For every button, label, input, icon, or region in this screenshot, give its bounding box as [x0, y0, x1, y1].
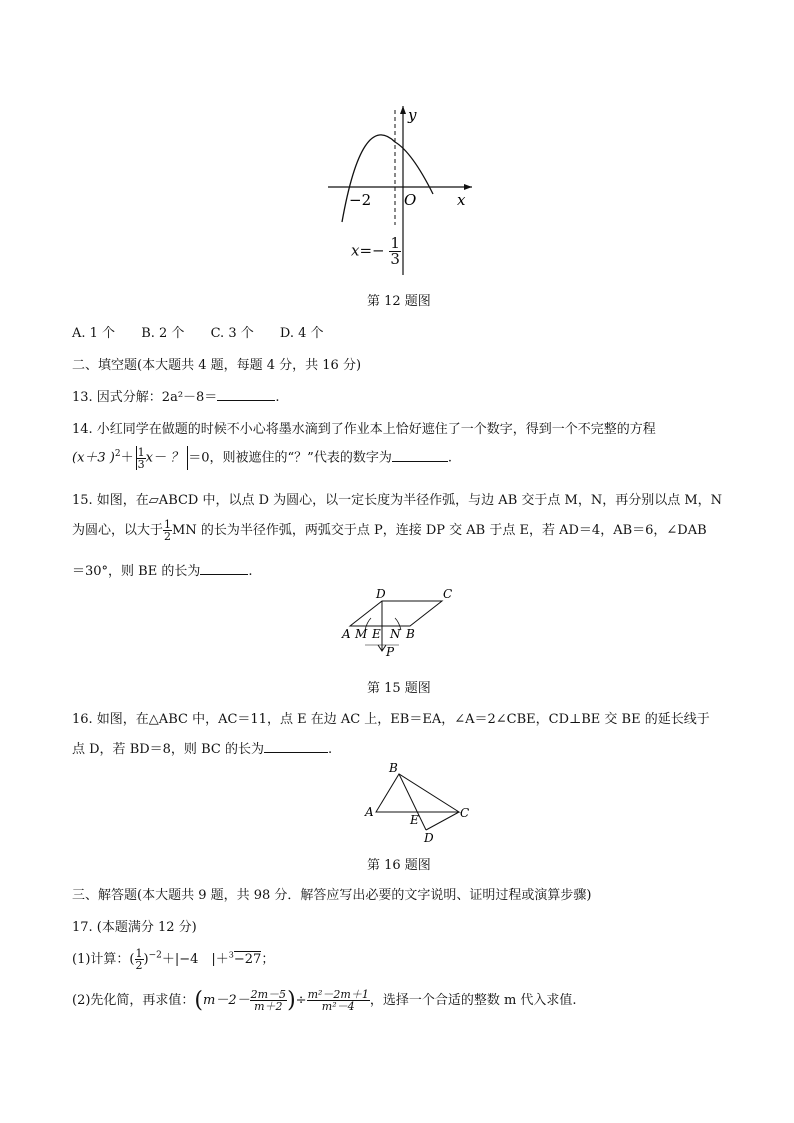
q12-options — [72, 322, 324, 341]
svg-text:C: C — [443, 588, 453, 601]
svg-text:C: C — [460, 806, 470, 820]
svg-text:N: N — [390, 627, 401, 641]
svg-text:D: D — [424, 831, 434, 845]
question-14-line1: 14. 小红同学在做题的时候不小心将墨水滴到了作业本上恰好遮住了一个数字，得到一个不完整的方程 — [72, 422, 656, 437]
x-axis-label: x — [457, 191, 466, 209]
y-axis-label: y — [408, 106, 417, 124]
section-2-heading: 二、填空题(本大题共 4 题，每题 4 分，共 16 分) — [72, 358, 362, 373]
origin-label: O — [404, 191, 417, 209]
question-15-line2: 为圆心，以大于 $\frac{1}{2}$ MN 的长为半径作弧，两弧交于点 P，连接 DP 交 AB 于点 E，若 AD＝4，AB＝6，∠DAB — [72, 518, 707, 543]
svg-text:E: E — [372, 627, 381, 641]
figure-16-triangle — [360, 760, 475, 848]
svg-text:B: B — [406, 627, 415, 641]
figure-15-parallelogram — [335, 588, 460, 663]
svg-text:D: D — [376, 588, 386, 601]
question-17-part1: (1)计算：( $\frac{1}{2}$ )$^{-2}$＋|−4 |＋$^3$−27； — [72, 947, 275, 972]
question-17-head: 17. (本题满分 12 分) — [72, 920, 197, 935]
neg2-label: −2 — [349, 191, 372, 209]
question-14-line2: (x＋3 )$^2$＋ $\frac{1}{3}$ x－ ？ ＝0，则被遮住的“？”代表的数字为 . — [72, 445, 452, 471]
svg-text:A: A — [365, 805, 374, 819]
figure-16-caption: 第 16 题图 — [367, 858, 431, 873]
question-15-line1: 15. 如图，在▱ABCD 中，以点 D 为圆心，以一定长度为半径作弧，与边 AB 交于点 M，N，再分别以点 M，N — [72, 493, 723, 508]
figure-12-caption: 第 12 题图 — [367, 294, 431, 309]
question-17-part2: (2)先化简，再求值：(m－2－ $\frac{2m-5}{m+2}$ )÷ $\frac{\text{m²－2m＋1}}{\text{m²－4}}$ ，选择一个合适的整数 m 代入求值. — [72, 988, 577, 1013]
svg-text:P: P — [386, 645, 395, 659]
figure-15-caption: 第 15 题图 — [367, 681, 431, 696]
question-13: 13. 因式分解：2a²－8＝ . — [72, 390, 280, 405]
axis-equation: x=− $\frac{1}{3}$ — [351, 234, 400, 268]
question-16-line2: 点 D，若 BD＝8，则 BC 的长为 . — [72, 742, 333, 757]
svg-text:A: A — [342, 627, 351, 641]
svg-text:E: E — [410, 813, 419, 827]
svg-text:M: M — [355, 627, 368, 641]
option-d: D. 4 个 — [279, 326, 324, 341]
svg-text:B: B — [389, 761, 398, 775]
question-15-line3: ＝30°，则 BE 的长为 . — [72, 564, 253, 579]
option-b: B. 2 个 — [141, 326, 185, 341]
option-c: C. 3 个 — [210, 326, 254, 341]
section-3-heading: 三、解答题(本大题共 9 题，共 98 分．解答应写出必要的文字说明、证明过程或演算步骤) — [72, 888, 592, 903]
question-16-line1: 16. 如图，在△ABC 中，AC＝11，点 E 在边 AC 上，EB＝EA，∠A＝2∠CBE，CD⊥BE 交 BE 的延长线于 — [72, 712, 710, 727]
option-a: A. 1 个 — [72, 326, 116, 341]
